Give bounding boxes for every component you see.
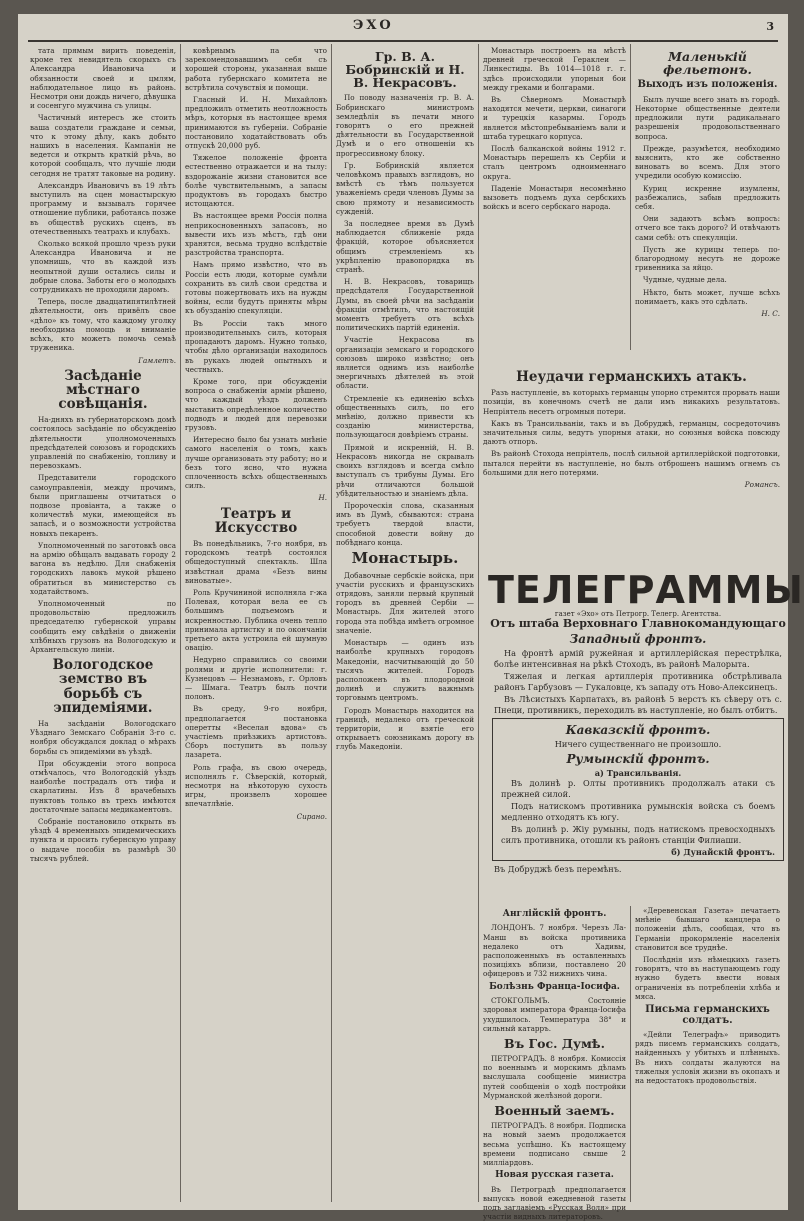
paragraph: Добавочные сербскіе войска, при участіи русскихъ и французскихъ отрядовъ, заняли первый крупный городъ въ древней Сербіи — Монастырь. Для жителей этого города эта побѣда имѣетъ огромное значеніе. xyxy=(336,570,474,635)
headline-monastery: Монастырь. xyxy=(351,548,459,567)
paragraph: Прежде, разумѣется, необходимо выяснить, кто же собственно виноватъ во всемъ. Для этого учредили особую комиссію. xyxy=(635,143,780,181)
article-signature: Романсъ. xyxy=(744,480,780,489)
column-divider xyxy=(478,44,479,1202)
headline-english-front: Англійскій фронтъ. xyxy=(502,909,607,919)
paragraph: Пророческія слова, сказанныя имъ въ Думѣ, сбываются: страна требуетъ твердой власти, способной довести войну до побѣднаго конца. xyxy=(336,500,474,547)
column-5 xyxy=(635,46,780,366)
paragraph: Въ понедѣльникъ, 7-го ноября, въ городскомъ театрѣ состоялся общедоступный спектакль. Шла извѣстная драма «Безъ вины виноватые». xyxy=(185,538,327,585)
newspaper-page xyxy=(18,14,804,1221)
paragraph: ковѣрнымъ па что зарекомендовавшимъ себя съ хорошей стороны, указанная выше работа губернскаго комитета не встрѣтила сочувствія и помощи. xyxy=(185,46,327,92)
headline-theatre: Театръ и Искусство xyxy=(214,505,298,536)
column-divider xyxy=(331,44,332,1202)
paragraph: Кроме того, при обсужденіи вопроса о снабженіи армiи рѣшено, что каждый уѣздъ долженъ выставить опредѣленное количество подводъ и людей для перевозки грузовъ. xyxy=(185,376,327,432)
paragraph: Н. В. Некрасовъ, товарищъ предсѣдателя Государственной Думы, въ своей рѣчи на засѣданіи фракціи отмѣтилъ, что настоящій моментъ требуетъ отъ всѣхъ политическихъ партій единенія. xyxy=(336,277,474,333)
paragraph: Въ настоящее время Россія полна неприкосновенныхъ запасовъ, но вывести ихъ изъ мѣстъ, гдѣ они хранятся, весьма трудно вслѣдствіе разстройства транспорта. xyxy=(185,211,327,258)
telegrams-left xyxy=(483,906,626,1221)
headline-bobrinsky: Гр. В. А. Бобринскій и Н. В. Некрасовъ. xyxy=(345,49,465,91)
paragraph: Въ Россіи такъ много производительныхъ силъ, которыя пропадаютъ даромъ. Нужно только, чтобы дѣло организаціи находилось въ рукахъ людей опытныхъ и честныхъ. xyxy=(185,318,327,374)
column-1-top-article xyxy=(30,46,176,365)
paragraph: На фронтѣ армій ружейная и артиллерійская перестрѣлка, болѣе интенсивная на рѣкѣ Стоходъ, въ районѣ Малорыта. xyxy=(494,648,782,669)
article-signature: Сирано. xyxy=(296,811,327,821)
subheading-transylvania: а) Трансильванія. xyxy=(594,767,682,778)
column-4 xyxy=(483,46,626,366)
telegram-text xyxy=(488,648,788,715)
paragraph: Уполномоченный по заготовкѣ овса на армію обѣщалъ выдавать городу 2 вагона въ недѣлю. Для снабженія городскихъ лавокъ мукой рѣшено обратиться въ министерство съ ходатайствомъ. xyxy=(30,540,176,596)
telegrams-subtitle: газет «Эхо» отъ Петрогр. Телегр. Агентства. xyxy=(554,610,722,618)
framed-fronts xyxy=(492,718,784,861)
paragraph: Въ Петроградѣ предполагается выпускъ новой ежедневной газеты подъ заглавіемъ «Русская Воля» при участіи видныхъ литераторовъ. xyxy=(483,1184,626,1221)
paragraph: Прямой и искренній, Н. В. Некрасовъ никогда не скрывалъ своихъ взглядовъ и всегда смѣло выступалъ съ трибуны Думы. Его рѣчи отличаются большой убѣдительностью и знаніемъ дѣла. xyxy=(336,442,474,498)
subheading-danube: б) Дунайскій фронтъ. xyxy=(671,847,775,857)
front-heading-caucasus: Кавказскій фронтъ. xyxy=(565,723,711,737)
paragraph: Тяжелая и легкая артиллерія противника обстрѣливала районъ Гарбузовъ — Гукаловце, къ западу отъ Ново-Алексинецъ. xyxy=(494,671,782,692)
paragraph: Монастырь — одинъ изъ наиболѣе крупныхъ городовъ Македоніи, насчитывающій до 50 тысячъ жителей. Городъ расположенъ въ плодородной долинѣ и служитъ важнымъ торговымъ центромъ. xyxy=(336,638,474,703)
column-1 xyxy=(30,46,176,1206)
paragraph: Пусть же курицы теперь по-благородному несутъ не дороже гривенника за яйцо. xyxy=(635,244,780,273)
paragraph: ЛОНДОНЪ. 7 ноября. Черезъ Ла-Манш въ войска противника недалеко отъ Хадивы, расположенныхъ въ оставленныхъ позиціяхъ вблизи, поставлено 20 офицеровъ и 732 нижнихъ чина. xyxy=(483,923,626,979)
paragraph: Въ районѣ Стохода непріятель, послѣ сильной артиллерійской подготовки, пытался перейти въ наступленіе, но былъ отброшенъ нашимъ огнемъ съ большими для него потерями. xyxy=(483,449,780,477)
paragraph: На-дняхъ въ губернаторскомъ домѣ состоялось засѣданіе по обсужденію дѣятельности уполномоченныхъ предсѣдателей союзовъ и городскихъ управленій по снабженію, топливу и перевозкамъ. xyxy=(30,415,176,471)
paragraph: Стремленіе къ единенію всѣхъ общественныхъ силъ, по его мнѣнію, должно привести къ созданію министерства, пользующагося довѣріемъ страны. xyxy=(336,393,474,440)
column-divider xyxy=(180,44,181,1202)
paragraph: СТОКГОЛЬМЪ. Состояніе здоровья императора Франца-Іосифа ухудшилось. Температура 38° и сильный катарръ. xyxy=(483,996,626,1033)
column-divider xyxy=(630,44,631,350)
paragraph: Они задаютъ всѣмъ вопросъ: отчего все такъ дорого? И отвѣчаютъ сами себѣ: отъ спекуляціи. xyxy=(635,214,780,242)
paragraph: Намъ прямо извѣстно, что въ Россіи есть люди, которые сумѣли сохранить въ силѣ свои средства и готовы пожертвовать ихъ на нужды войны, если будутъ приняты мѣры къ обузданію спекуляціи. xyxy=(185,260,327,316)
paragraph: Роль Кручининой исполняла г-жа Полевая, которая вела ее съ большимъ подъемомъ и искренностью. Публика очень тепло принимала артистку и по окончаніи третьего акта устроила ей шумную овацію. xyxy=(185,587,327,653)
headline-duma: Въ Гос. Думѣ. xyxy=(504,1035,605,1051)
paragraph: Въ долинѣ р. Жіу румыны, подъ натискомъ превосходныхъ силъ противника, отошли къ районъ станціи Филиаши. xyxy=(501,824,775,845)
paragraph: Подъ натискомъ противника румынскія войска съ боемъ медленно отходятъ къ югу. xyxy=(501,801,775,822)
paragraph: Былъ лучше всего знать въ городѣ. Некоторые общественные деятели предложили пути радикальнаго разрешенія продовольственнаго вопроса. xyxy=(635,94,780,141)
column-3 xyxy=(336,46,474,1206)
paragraph: Послѣднія изъ нѣмецкихъ газетъ говорятъ, что въ наступающемъ году нужно будетъ ввести новыя ограниченія въ потребленіи хлѣба и мяса. xyxy=(635,955,780,1001)
header-rule xyxy=(28,40,778,42)
paragraph: Тяжелое положеніе фронта естественно отражается и на тылу: вздорожаніе жизни становится все болѣе чувствительнымъ, а запасы продуктовъ въ городахъ быстро истощаются. xyxy=(185,153,327,209)
paragraph: Участіе Некрасова въ организаціи земскаго и городского союзовъ широко извѣстно; онъ является однимъ изъ наиболѣе энергичныхъ дѣятелей въ этой области. xyxy=(336,335,474,391)
paragraph: Гласный И. Н. Михайловъ предложилъ отметить неотложность мѣръ, которыя въ настоящее время принимаются въ губерніи. Собраніе постановило ходатайствовать объ отпускѣ 20,000 руб. xyxy=(185,95,327,151)
paragraph: Недурно справились со своими ролями и другіе исполнители: г. Кузнецовъ — Незнамовъ, г. Орловъ — Шмага. Театръ былъ почти полонъ. xyxy=(185,655,327,702)
paragraph: Гр. Бобринскій является человѣкомъ правыхъ взглядовъ, но вмѣстѣ съ тѣмъ пользуется уваженіемъ среди членовъ Думы за свою прямоту и независимость сужденій. xyxy=(336,160,474,216)
paragraph: «Дейли Телеграфъ» приводитъ рядъ писемъ германскихъ солдатъ, найденныхъ у убитыхъ и плѣнныхъ. Въ нихъ солдаты жалуются на тяжелыя условія жизни въ окопахъ и на недостатокъ продовольствія. xyxy=(635,1030,780,1086)
paragraph: Въ долинѣ р. Олты противникъ продолжалъ атаки съ прежней силой. xyxy=(501,778,775,799)
headline-zemstvo: Вологодское земство въ борьбѣ съ эпидеміями. xyxy=(52,657,154,716)
paragraph: По поводу назначенія гр. В. А. Бобринскаго министромъ земледѣлія въ печати много говорятъ о его прежней дѣятельности въ Государственной Думѣ и о его отношеніи къ прогрессивному блоку. xyxy=(336,93,474,158)
headline-franz-joseph: Болѣзнь Франца-Іосифа. xyxy=(489,981,620,992)
article-signature: Н. С. xyxy=(761,309,780,319)
paragraph: Разъ наступленіе, въ которыхъ германцы упорно стремятся прорвать наши позиціи, въ конечномъ счетѣ не дали имъ никакихъ результатовъ. Непріятель несетъ огромныя потери. xyxy=(483,388,780,416)
paragraph: Монастырь построенъ на мѣстѣ древней греческой Гераклеи — Линкестиды. Въ 1014—1018 г. г. здѣсь происходили упорныя бои между греками и болгарами. xyxy=(483,46,626,92)
paragraph: Въ Сѣверномъ Монастырѣ находятся мечети, церкви, синагоги и турецкія казармы. Городъ является мѣстопребываніемъ вали и штаба турецкаго корпуса. xyxy=(483,95,626,141)
paragraph: Какъ въ Трансильваніи, такъ и въ Добруджѣ, германцы, сосредоточивъ значительныя силы, ведутъ упорныя атаки, но союзныя войска повсюду даютъ отпоръ. xyxy=(483,418,780,447)
paragraph: ПЕТРОГРАДЪ. 8 ноября. Подписка на новый заемъ продолжается весьма успѣшно. Къ настоящему времени подписано свыше 2 милліардовъ. xyxy=(483,1121,626,1167)
headline-feuilleton: Маленькій фельетонъ. xyxy=(663,49,752,78)
paragraph: Послѣ балканской войны 1912 г. Монастырь перешелъ къ Сербіи и сталъ центромъ одноименнаго округа. xyxy=(483,144,626,181)
telegrams-block xyxy=(488,568,804,874)
headline-war-loan: Военный заемъ. xyxy=(494,1103,615,1119)
paragraph: На засѣданіи Вологодскаго Уѣзднаго Земскаго Собранія 3-го с. ноября обсуждался доклад о мѣрахъ борьбы съ эпидеміями въ уѣздѣ. xyxy=(30,718,176,756)
paragraph: Паденіе Монастыря несомнѣнно вызоветъ подъемъ духа сербскихъ войскъ и всего сербскаго народа. xyxy=(483,183,626,212)
german-attacks-article xyxy=(483,366,780,562)
paragraph: Чудные, чудные дела. xyxy=(643,275,727,285)
paragraph: ПЕТРОГРАДЪ. 8 ноября. Комиссія по военнымъ и морскимъ дѣламъ выслушала сообщеніе министра путей сообщенія о ходѣ постройки Мурманской желѣзной дороги. xyxy=(483,1054,626,1100)
paragraph: Въ Добруджѣ безъ перемѣнъ. xyxy=(494,863,622,874)
article-signature: Гамлетъ. xyxy=(138,355,176,365)
paragraph: «Деревенская Газета» печатаетъ мнѣніе бывшаго канцлера о положеніи дѣлъ, сообщая, что въ Германіи прокормленіе населенія становится все труднѣе. xyxy=(635,906,780,952)
paragraph: Куриц искренне изумлены, разбежались, забыв предложить себя. xyxy=(635,183,780,211)
headline-german-attacks: Неудачи германскихъ атакъ. xyxy=(516,369,747,385)
page-number: 3 xyxy=(766,20,774,33)
paragraph: Ничего существеннаго не произошло. xyxy=(554,739,722,749)
page-header xyxy=(18,14,788,38)
column-divider xyxy=(630,906,631,1202)
paragraph: Въ Лѣсистыхъ Карпатахъ, въ районѣ 5 верстъ къ сѣверу отъ с. Пнеци, противникъ, переходилъ въ наступленіе, но былъ отбитъ. xyxy=(494,694,782,715)
paragraph: Сколько всякой прошло чрезъ руки Александра Ивановича и не упомнишь, что въ каждой изъ неопытной души остались силы и добрые слова. Заботы его о молодыхъ сотрудникахъ не проходили даромъ. xyxy=(30,239,176,295)
paragraph: Частичный интересъ же стоить ваша создатели граждане и семьи, что к этому дѣлу, какъ добыто нашихъ в населения. Кампанія не ведется и открыть краткій рѣчь, во которой сообщалъ, что лучшіе люди сегодня не тратят таковые на родину. xyxy=(30,113,176,178)
article-signature: Н. xyxy=(318,493,327,503)
front-heading-romania: Румынскій фронтъ. xyxy=(566,751,710,766)
paragraph: Интересно было бы узнать мнѣніе самого населенія о томъ, какъ лучше организовать эту работу; но и безъ того ясно, что нужна сплоченность всѣхъ общественныхъ силъ. xyxy=(185,435,327,491)
paragraph: Уполномоченный по продовольствію предложилъ председателю губернской управы сообщить ему свѣдѣнія о движеніи хлѣбныхъ грузовъ на Вологодскую и Архангельскую линіи. xyxy=(30,599,176,655)
paragraph: Теперь, после двадцатипятилѣтней дѣятельности, онъ привёлъ свое «дѣло» къ тому, что каждому уголку необходима помощь и вниманiе всѣхъ, кто можетъ помочь семьѣ труженика. xyxy=(30,297,176,353)
telegram-text xyxy=(495,778,781,845)
headline-meeting: Засѣданіе мѣстнаго совѣщанія. xyxy=(58,367,148,413)
telegrams-title: ТЕЛЕГРАММЫ xyxy=(488,568,804,612)
headline-german-letters: Письма германскихъ солдатъ. xyxy=(645,1004,770,1026)
paragraph: Въ среду, 9-го ноября, предполагается постановка оперетты «Веселая вдова» съ участіемъ приѣзжихъ артистовъ. Сборъ поступитъ въ пользу лазарета. xyxy=(185,704,327,760)
subheadline-feuilleton: Выходъ изъ положенія. xyxy=(637,79,778,91)
headquarters-heading: Отъ штаба Верховнаго Главнокомандующаго xyxy=(490,617,786,630)
column-2 xyxy=(185,46,327,1206)
front-heading-west: Западный фронтъ. xyxy=(569,632,707,646)
paragraph: При обсужденіи этого вопроса отмѣчалось, что Вологодскій уѣздъ наиболѣе пострадалъ отъ тифа и скарлатины. Изъ 8 врачебныхъ пунктовъ только въ трехъ имѣются достаточные запасы медикаментовъ. xyxy=(30,758,176,814)
paragraph: тата прямым вирить поведенія, кроме тех невидятель скорыхъ съ Александра Ивановича и обязанности своей и цмлям, наблюдательное лицо въ районь. Несмотря они дождь ничего, дѣвушка и сосенгуго мужчина съ улицы. xyxy=(30,46,176,111)
telegrams-right xyxy=(635,906,780,1206)
paragraph: Представители городского самоуправленія, между прочимъ, были приглашены отчитаться о подвозе провiанта, а также о количествѣ муки, имеющейся въ запасѣ, и о возможности устройства новыхъ пекаренъ. xyxy=(30,473,176,538)
paragraph: За последнее время въ Думѣ наблюдается сближеніе ряда фракцій, которое объясняется общимъ стремленіемъ къ укрѣпленію правопорядка въ странѣ. xyxy=(336,219,474,275)
paragraph: Александръ Ивановичъ въ 19 лѣтъ выступилъ на сцен монастырскую программу и вызывалъ горячее отношение публики, работаясь позже въ обществѣ рускихъ сценъ, въ отечественныхъ театрахъ и клубахъ. xyxy=(30,180,176,236)
headline-new-newspaper: Новая русская газета. xyxy=(495,1170,614,1181)
paragraph: Нѣкто, быть может, лучше всѣхъ понимаетъ, какъ это сдѣлать. xyxy=(635,287,780,306)
paragraph: Собраніе постановило открыть въ уѣздѣ 4 временныхъ эпидемическихъ пункта и просить губернскую управу о выдаче пособія въ размѣрѣ 30 тысячъ рублей. xyxy=(30,817,176,863)
paragraph: Роль графа, въ свою очередь, исполнялъ г. Сѣверскій, который, несмотря на нѣкоторую сухость игры, произвелъ хорошее впечатлѣніе. xyxy=(185,762,327,809)
paragraph: Городъ Монастырь находится на границѣ, недалеко отъ греческой территоріи, и взятіе его открываетъ союзникамъ дорогу въ глубь Македоніи. xyxy=(336,705,474,752)
newspaper-title: ЭХО xyxy=(353,18,394,33)
